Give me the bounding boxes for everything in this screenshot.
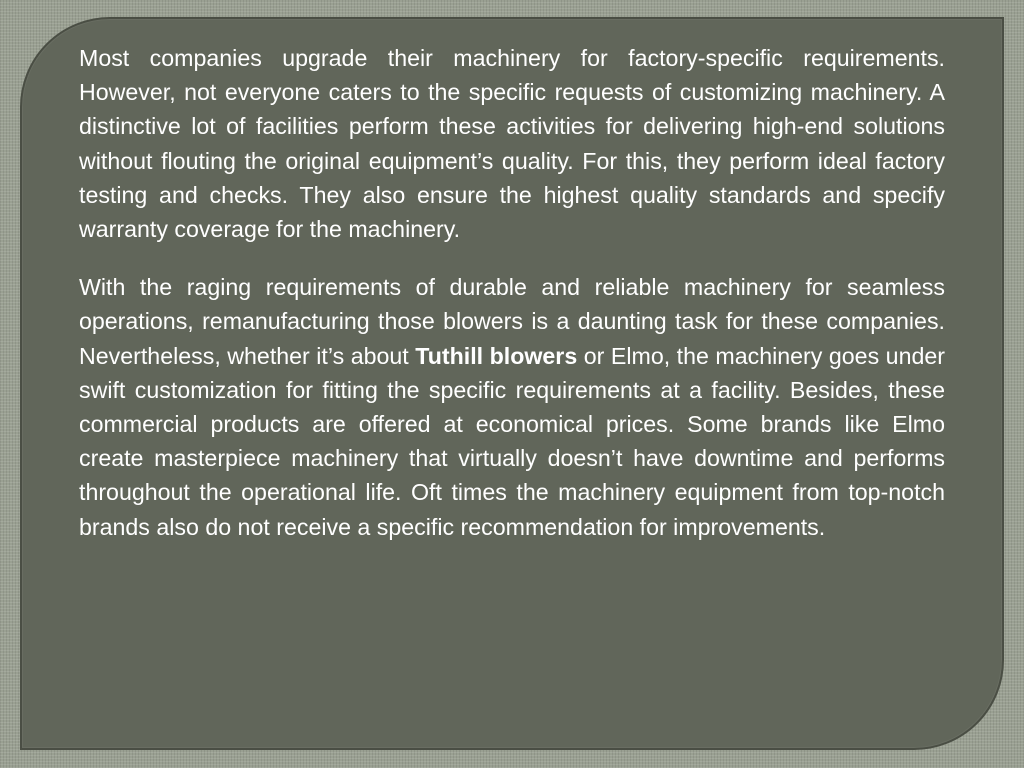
tuthill-blowers-highlight: Tuthill blowers	[415, 342, 578, 369]
body-text	[79, 41, 945, 568]
paragraph-2	[79, 270, 945, 544]
paragraph-1: Most companies upgrade their machinery for factory-specific requirements. However, not everyone caters to the specific requests of customizing machinery. A distinctive lot of facilities perform these activities for delivering high-end solutions without flouting the original equipment’s quality. For this, they perform ideal factory testing and checks. They also ensure the highest quality standards and specify warranty coverage for the machinery.	[79, 45, 945, 243]
paragraph-2-intro: With the raging requirements of durable and reliable machinery for seamless operations, remanufacturing those blowers is a daunting task for these companies. Nevertheless, whether it’s about	[79, 274, 945, 369]
paragraph-2-rest: or Elmo, the machinery goes under swift customization for fitting the specific requirements at a facility. Besides, these commercial products are offered at economical prices. Some brands like Elmo create masterpiece machinery that virtually doesn’t have downtime and performs throughout the operational life. Oft times the machinery equipment from top-notch brands also do not receive a specific recommendation for improvements.	[79, 342, 945, 540]
